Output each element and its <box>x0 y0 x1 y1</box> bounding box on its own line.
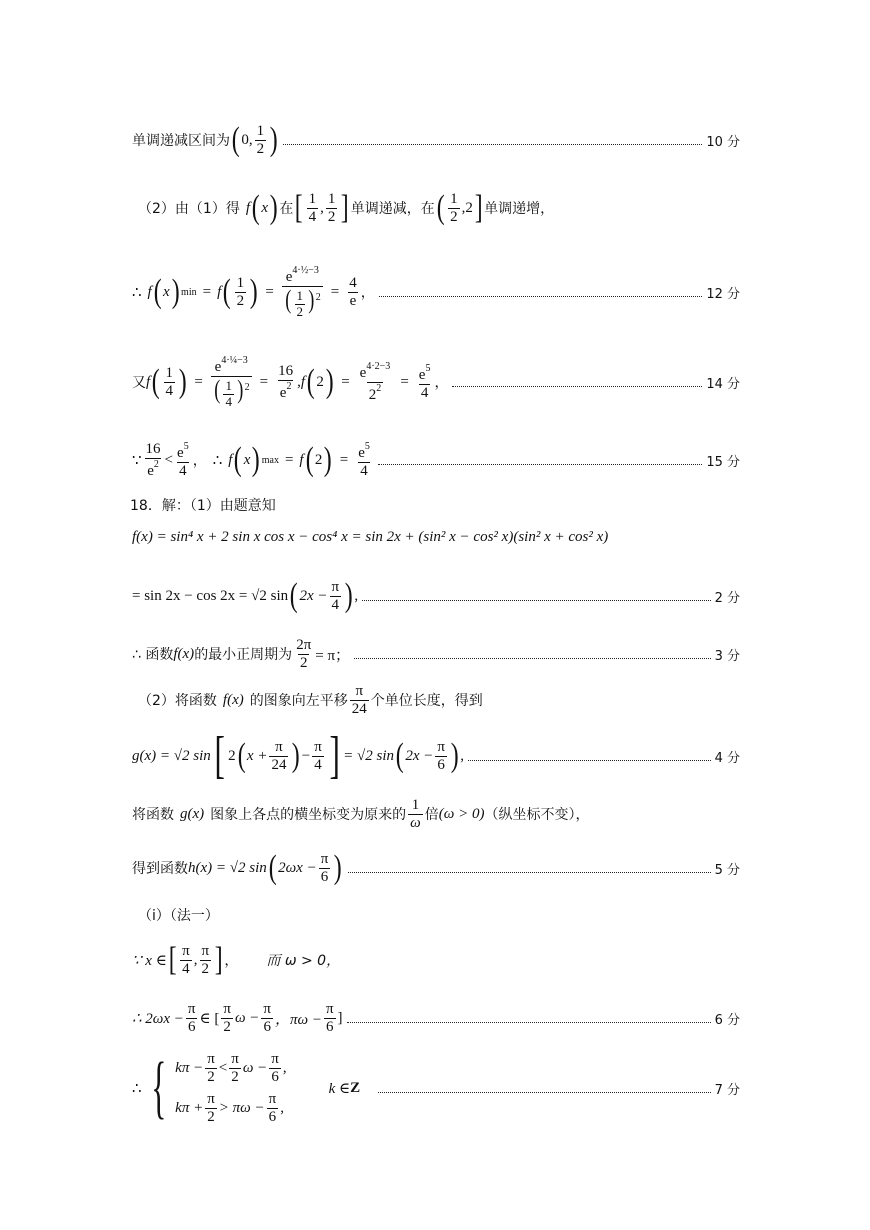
score: 7 分 <box>714 1082 740 1098</box>
den: 24 <box>271 756 287 773</box>
den: 4 <box>314 756 322 773</box>
score: 10 分 <box>706 134 740 150</box>
den: 2 <box>256 140 265 157</box>
exp: 5 <box>183 441 189 452</box>
line-decreasing-interval <box>132 118 740 162</box>
bracket: [ <box>214 727 225 784</box>
inner: 2ωx − <box>278 859 317 876</box>
score: 15 分 <box>706 454 740 470</box>
num: 16 <box>278 363 294 379</box>
fx-expansion: f(x) = sin⁴ x + 2 sin x cos x − cos⁴ x = sin 2x + (sin² x − cos² x)(sin² x + cos² x) <box>132 528 609 545</box>
omega-condition: 而 ω > 0， <box>266 953 341 969</box>
simplified-expr: = sin 2x − cos 2x = √2 sin <box>132 587 289 604</box>
den: 2 <box>299 654 308 671</box>
fraction-half <box>235 275 247 309</box>
num: 1 <box>236 275 245 291</box>
num: 1 <box>450 191 458 207</box>
text-dec: 单调递减，在 <box>350 201 435 217</box>
num: π <box>355 683 364 699</box>
x-in: ∵ x ∈ <box>132 952 167 969</box>
paren: ( <box>306 363 315 400</box>
leader-dots <box>347 1022 711 1023</box>
den: 6 <box>437 756 445 773</box>
text-post: （纵坐标不变）， <box>484 807 590 823</box>
text-prefix: （2）由（1）得 <box>138 201 240 217</box>
x-plus: x + <box>246 747 268 764</box>
bracket: [ <box>295 189 303 226</box>
x: x <box>261 199 268 216</box>
bracket: ] <box>329 727 340 784</box>
text-mid: 图象上各点的横坐标变为原来的 <box>210 807 407 823</box>
therefore-symbol: ∴ <box>212 452 223 469</box>
den: $e^2$ <box>147 458 159 479</box>
paren: ) <box>269 189 278 226</box>
fraction-half <box>326 191 338 225</box>
line-gx: g(x) = √2 sin [ 2 ( x + $\frac{\pi}{24}$ ) − $\frac{\pi}{4}$ ] = √2 sin ( 2x − $\frac{\pi}{6}$ ) , 4 分 <box>132 727 740 784</box>
leader-dots <box>378 1092 710 1093</box>
den: $e^2$ <box>279 380 292 401</box>
den: 6 <box>263 1018 271 1035</box>
paren: ( <box>436 189 445 226</box>
fx: f(x) <box>222 691 244 708</box>
num: 16 <box>145 441 161 457</box>
inequality-row-1: kπ − $\frac{\pi}{2}$ < $\frac{\pi}{2}$ ω − $\frac{\pi}{6}$ , <box>175 1051 287 1085</box>
row2-lhs: kπ + <box>175 1099 204 1116</box>
score: 12 分 <box>706 286 740 302</box>
fraction-e-over-half-squared <box>282 265 323 319</box>
text-inc: 单调递增， <box>484 201 555 217</box>
den: 4 <box>165 382 173 399</box>
fraction-quarter <box>164 365 176 399</box>
in-bracket: ∈ [ <box>199 1010 220 1027</box>
line-fx-expansion <box>132 522 740 552</box>
fraction-e5-over-4: $\frac{e^5}{4}$ <box>358 441 370 479</box>
fraction-pi-over-24 <box>350 683 369 717</box>
den: 24 <box>351 700 367 717</box>
fraction-half <box>255 123 267 157</box>
f-symbol: f <box>245 199 250 216</box>
two: 2 <box>465 199 473 216</box>
score: 3 分 <box>714 648 740 664</box>
lt: < <box>218 1059 228 1076</box>
fraction-e5-over-4 <box>417 363 433 401</box>
num: $e^{4\cdot 2-3}$ <box>359 361 391 381</box>
den: ω <box>410 814 421 831</box>
leader-dots <box>379 296 703 297</box>
den: 2 <box>450 208 458 225</box>
fraction-e-over-2sq <box>358 361 393 403</box>
num: 1 <box>165 365 173 381</box>
text-pre: （2）将函数 <box>138 693 217 709</box>
den: 4 <box>308 208 317 225</box>
num: 2π <box>296 637 312 653</box>
num: π <box>201 943 210 959</box>
gx-rhs: = √2 sin <box>343 747 395 764</box>
f-symbol: f <box>147 283 152 300</box>
score: 6 分 <box>714 1012 740 1028</box>
text-pre: 将函数 <box>132 807 174 823</box>
omega-minus: ω − <box>234 1009 260 1026</box>
den: ( $\frac{1}{4}$ )$^2$ <box>211 376 252 409</box>
paren: ( <box>251 189 260 226</box>
therefore-symbol: ∴ <box>132 284 142 301</box>
num: π <box>275 739 283 755</box>
sq: 2 <box>315 291 321 303</box>
line-shift <box>138 680 740 720</box>
condition: (ω > 0) <box>438 805 485 822</box>
score: 2 分 <box>714 590 740 606</box>
paren: ) <box>249 273 258 310</box>
paren: ) <box>171 273 180 310</box>
therefore-symbol: ∴ <box>132 1080 142 1097</box>
num <box>284 265 321 286</box>
fraction-2pi-over-2 <box>294 637 313 671</box>
max-subscript: max <box>261 454 279 466</box>
bracket: ] <box>474 189 483 226</box>
paren: ( <box>151 363 160 400</box>
fraction-16-over-e2 <box>276 363 295 401</box>
leader-dots <box>362 600 710 601</box>
text-also: 又 <box>132 375 146 391</box>
e: e <box>147 462 154 479</box>
exp5: 5 <box>425 363 431 374</box>
den: 2 <box>223 1018 231 1035</box>
line-fmin: ∴ f ( x ) min = f ( $\frac{1}{2}$ ) = $e^{4\cdot\frac{1}{2}-3}$ ( $\frac{1}{2}$ )$^2$ = $\frac{4}{e}$ ， 12 分 <box>132 265 740 319</box>
gx: g(x) <box>180 805 205 822</box>
score: 5 分 <box>714 862 740 878</box>
paren: ( <box>222 273 231 310</box>
fraction-half <box>448 191 460 225</box>
text-pre: ∴ 函数 <box>132 647 174 663</box>
method-heading: （i）（法一） <box>138 908 219 924</box>
leader-dots <box>348 872 711 873</box>
leader-dots <box>468 760 711 761</box>
brace: { <box>150 1049 166 1126</box>
gx-lhs: g(x) = √2 sin <box>132 747 211 764</box>
num: 4 <box>349 275 357 291</box>
because-symbol: ∵ <box>132 452 142 469</box>
den: e <box>349 292 357 309</box>
score: 4 分 <box>714 750 740 766</box>
den: 4 <box>182 960 190 977</box>
score: 14 分 <box>706 376 740 392</box>
two: 2 <box>228 747 236 764</box>
line-simplify: = sin 2x − cos 2x = √2 sin ( 2x − $\frac{\pi}{4}$ ) , 2 分 <box>132 577 740 614</box>
line-x-range: ∵ x ∈ [ $\frac{\pi}{4}$ , $\frac{\pi}{2}$ ] ， 而 ω > 0， <box>132 941 341 978</box>
num: π <box>182 943 190 959</box>
paren: ) <box>325 363 334 400</box>
e: e <box>279 384 287 401</box>
integers-Z: Z <box>350 1079 361 1096</box>
fx: f(x) <box>173 645 195 662</box>
num: 1 <box>411 797 420 813</box>
fraction-e-over-quarter-squared <box>211 355 252 409</box>
line-hx: 得到函数 h(x) = √2 sin ( 2ωx − $\frac{\pi}{6}$ ) 5 分 <box>132 849 740 886</box>
f-symbol: f <box>217 283 222 300</box>
e: e <box>285 269 293 286</box>
x: x <box>163 283 170 300</box>
gt-pi-omega-minus: > πω − <box>218 1099 265 1116</box>
exponent: 4·2−3 <box>366 361 391 372</box>
line-system <box>132 1040 740 1136</box>
den: 4 <box>420 384 429 401</box>
line-problem-18 <box>130 494 740 516</box>
eq: = <box>202 283 212 300</box>
paren: ) <box>344 577 353 614</box>
lt: < <box>164 451 174 468</box>
text-post: 个单位长度，得到 <box>370 693 483 709</box>
num: 1 <box>327 191 336 207</box>
right-paren: ) <box>269 121 278 158</box>
arg-lhs: ∴ 2ωx − <box>132 1010 184 1027</box>
line-fmax: ∵ $\frac{16}{e^2}$ < $\frac{e^5}{4}$ ， ∴ f ( x ) max = f ( 2 ) = $\frac{e^5}{4}$ 15 分 <box>132 441 740 479</box>
interval-start: 0, <box>241 131 253 148</box>
line-method-one <box>138 904 740 926</box>
fraction-quarter <box>307 191 319 225</box>
f-symbol: f <box>146 373 151 390</box>
bracket: ] <box>341 189 350 226</box>
inner: 2x − <box>405 747 434 764</box>
den: 4 <box>179 462 187 479</box>
den: 2 <box>201 960 209 977</box>
leader-dots <box>283 144 702 145</box>
text: 单调递减区间为 <box>132 133 230 149</box>
text-post: = π； <box>315 647 351 664</box>
text-pre: 得到函数 <box>132 861 188 877</box>
text-times: 倍 <box>424 807 439 823</box>
leader-dots <box>354 658 711 659</box>
num <box>417 363 433 384</box>
den: ( $\frac{1}{2}$ )$^2$ <box>282 286 323 319</box>
omega-minus: ω − <box>242 1059 268 1076</box>
den: 6 <box>320 868 329 885</box>
num: π <box>223 1001 231 1017</box>
num: 1 <box>308 191 317 207</box>
inequality-row-2: kπ + $\frac{\pi}{2}$ > πω − $\frac{\pi}{6}$ , <box>175 1091 284 1125</box>
den: 6 <box>187 1018 196 1035</box>
fraction-4-over-e <box>347 275 359 309</box>
comma: ， <box>224 953 239 969</box>
den: 2 <box>327 208 336 225</box>
fraction-e5-over-4 <box>175 441 191 479</box>
f-symbol: f <box>300 373 306 390</box>
minus: − <box>301 747 311 764</box>
paren: ( <box>153 273 162 310</box>
line-period <box>132 636 740 672</box>
exponent: 4·½−3 <box>292 265 319 277</box>
text-in: 在 <box>279 201 294 217</box>
leader-dots <box>378 464 702 465</box>
text-mid: 的图象向左平移 <box>249 693 348 709</box>
text-mid: 的最小正周期为 <box>194 647 293 663</box>
exponent: 4·¼−3 <box>221 355 248 367</box>
fraction-1-over-omega <box>408 797 423 831</box>
close-bracket: ] <box>337 1009 343 1026</box>
pi-omega-minus: ，πω − <box>274 1011 322 1028</box>
paren: ) <box>178 363 187 400</box>
hx: h(x) = √2 sin <box>188 859 267 876</box>
den: 2 <box>236 292 245 309</box>
left-paren: ( <box>231 121 240 158</box>
problem-heading: 18．解：（1）由题意知 <box>130 498 276 514</box>
num: 1 <box>256 123 265 139</box>
num: $e^5$ <box>177 441 189 461</box>
line-f-quarter-f2: 又 f ( $\frac{1}{4}$ ) = $e^{4\cdot\frac{1}{4}-3}$ ( $\frac{1}{4}$ )$^2$ = $\frac{16}{e^2}$ , f ( 2 ) = $\frac{e^{4\cdot 2-3}}{2^2}$ = $\frac{e^5}{4}$ ， 14 分 <box>132 355 740 409</box>
num: $e^{4\cdot\frac{1}{4}-3}$ <box>214 355 248 376</box>
fraction-16-over-e2 <box>144 441 163 479</box>
den: $2^2$ <box>368 382 382 403</box>
line-horizontal-scale <box>132 792 740 836</box>
row1-lhs: kπ − <box>175 1059 204 1076</box>
min-subscript: min <box>181 286 197 298</box>
e: e <box>418 367 426 383</box>
two: 2 <box>316 373 324 390</box>
paren: ( <box>289 577 298 614</box>
line-argument-range: ∴ 2ωx − $\frac{\pi}{6}$ ∈ [ $\frac{\pi}{2}$ ω − $\frac{\pi}{6}$ ，πω − $\frac{\pi}{6}$ ] 6 分 <box>132 1001 740 1035</box>
k-in: k ∈ <box>328 1080 351 1097</box>
inequality-system <box>175 1051 286 1125</box>
line-monotonic: （2）由（1）得 f ( x ) 在 [ $\frac{1}{4}$ , $\frac{1}{2}$ ] 单调递减，在 ( $\frac{1}{2}$ , 2 ] 单调递增， <box>138 189 555 226</box>
leader-dots <box>452 386 702 387</box>
